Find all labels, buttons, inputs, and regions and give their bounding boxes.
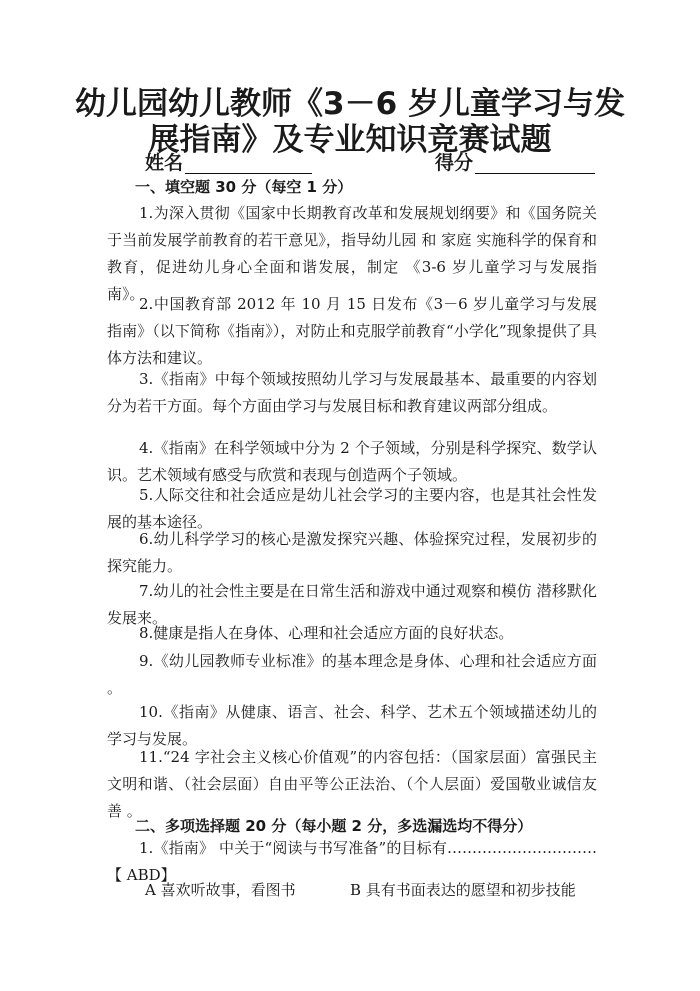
question-5: 5.人际交往和社会适应是幼儿社会学习的主要内容，也是其社会性发展的基本途径。 (107, 486, 597, 531)
name-label: 姓名 (145, 152, 184, 174)
score-blank-line (475, 173, 595, 174)
question-10: 10.《指南》从健康、语言、社会、科学、艺术五个领域描述幼儿的学习与发展。 (107, 703, 597, 748)
question-8: 8.健康是指人在身体、心理和社会适应方面的良好状态。 (139, 624, 514, 642)
question-3: 3.《指南》中每个领域按照幼儿学习与发展最基本、最重要的内容划分为若干方面。每个方面由学习与发展目标和教育建议两部分组成。 (107, 370, 597, 415)
question-7: 7.幼儿的社会性主要是在日常生活和游戏中通过观察和模仿 潜移默化发展来。 (107, 582, 597, 627)
question-9: 9.《幼儿园教师专业标准》的基本理念是身体、心理和社会适应方面 。 (107, 652, 597, 697)
score-label: 得分 (435, 152, 474, 174)
title-line-2: 展指南》及专业知识竞赛试题 (148, 122, 552, 158)
question-11: 11.“24 字社会主义核心价值观”的内容包括：（国家层面）富强民主文明和谐、（社会层面）自由平等公正法治、（个人层面）爱国敬业诚信友善 。 (107, 748, 597, 820)
question-2: 2.中国教育部 2012 年 10 月 15 日发布《3－6 岁儿童学习与发展指南》（以下简称《指南》），对防止和克服学前教育“小学化”现象提供了具体方法和建议。 (107, 295, 597, 367)
name-blank-line (185, 173, 312, 174)
question-4: 4.《指南》在科学领域中分为 2 个子领域，分别是科学探究、数学认识。艺术领域有感受与欣赏和表现与创造两个子领域。 (107, 439, 597, 484)
mc-question-1: 1.《指南》 中关于“阅读与书写准备”的目标有…………………………【 ABD】 (107, 839, 597, 884)
question-6: 6.幼儿科学学习的核心是激发探究兴趣、体验探究过程，发展初步的探究能力。 (107, 530, 597, 575)
option-a: A 喜欢听故事，看图书 (145, 881, 296, 899)
option-b: B 具有书面表达的愿望和初步技能 (350, 881, 576, 899)
mc-question-1-options (107, 877, 597, 905)
section-1-heading: 一、填空题 30 分（每空 1 分） (135, 178, 353, 196)
question-1: 1.为深入贯彻《国家中长期教育改革和发展规划纲要》和《国务院关于当前发展学前教育的若干意见》，指导幼儿园 和 家庭 实施科学的保育和教育，促进幼儿身心全面和谐发展，制定 《3-6 岁儿童学习与发展指南》。 (107, 204, 597, 303)
section-2-heading: 二、多项选择题 20 分（每小题 2 分，多选漏选均不得分） (135, 817, 533, 835)
title-line-1: 幼儿园幼儿教师《3－6 岁儿童学习与发 (75, 86, 625, 122)
